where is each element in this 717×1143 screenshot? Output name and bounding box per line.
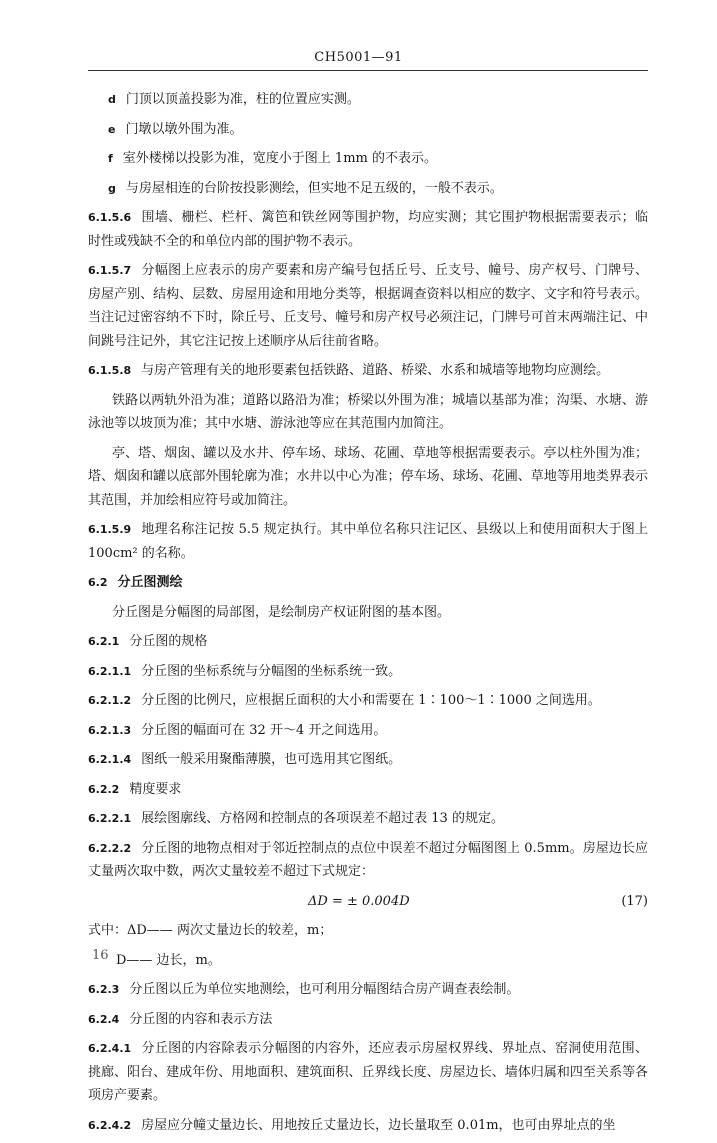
clause-text: 室外楼梯以投影为准，宽度小于图上 1mm 的不表示。: [122, 151, 437, 166]
paragraph: [88, 748, 648, 772]
clause-text: 分丘图的比例尺，应根据丘面积的大小和需要在 1∶100～1∶1000 之间选用。: [141, 693, 601, 708]
clause-text: 分丘图的内容除表示分幅图的内容外，还应表示房屋权界线、界址点、窑洞使用范围、挑廊、阳台、建成年份、用地面积、建筑面积、丘界线长度、房屋边长、墙体归属和四至关系等各项房产要素。: [88, 1041, 648, 1103]
paragraph: [88, 601, 648, 625]
clause-text: 分丘图测绘: [117, 575, 183, 590]
section-part-1: [88, 88, 648, 884]
running-header: CH5001—91: [314, 50, 403, 65]
formula-expression: ΔD = ± 0.004D: [308, 893, 410, 909]
clause-text: 铁路以两轨外沿为准；道路以路沿为准；桥梁以外围为准；城墙以基部为准；沟渠、水塘、游泳池等以坡顶为准；其中水塘、游泳池等应在其范围内加简注。: [88, 392, 648, 431]
clause-text: 分丘图的幅面可在 32 开～4 开之间选用。: [141, 722, 387, 738]
clause-text: 与房产管理有关的地形要素包括铁路、道路、桥梁、水系和城墙等地物均应测绘。: [141, 363, 610, 378]
clause-text: 精度要求: [129, 781, 182, 797]
clause-text: 分丘图的内容和表示方法: [129, 1011, 273, 1027]
clause-number: 6.1.5.6: [88, 211, 132, 224]
clause-text: 亭、塔、烟囱、罐以及水井、停车场、球场、花圃、草地等根据需要表示。亭以柱外围为准；塔、烟囱和罐以底部外围轮廓为准；水井以中心为准；停车场、球场、花圃、草地等用地类界表示其范围，并加绘相应符号或加简注。: [88, 445, 648, 508]
clause-number: 6.2.4: [88, 1012, 120, 1026]
clause-number: e: [108, 122, 116, 136]
clause-text: 展绘图廓线、方格网和控制点的各项误差不超过表 13 的规定。: [141, 811, 504, 826]
paragraph: [88, 206, 648, 253]
header-rule: [88, 70, 648, 71]
clause-text: 分丘图是分幅图的局部图，是绘制房产权证附图的基本图。: [112, 604, 451, 620]
clause-number: 6.2.1.3: [88, 723, 132, 737]
paragraph: [88, 978, 648, 1002]
paragraph: [88, 1114, 648, 1138]
clause-number: g: [108, 181, 116, 195]
paragraph: [88, 630, 648, 654]
section-heading: [88, 571, 648, 595]
clause-number: f: [108, 152, 113, 165]
page-number: 16: [92, 948, 109, 963]
formula-where-line-1: 式中：ΔD—— 两次丈量边长的较差，m；: [88, 923, 333, 938]
clause-text: 门墩以墩外围为准。: [125, 121, 243, 137]
paragraph: [88, 1037, 648, 1108]
clause-text: 分丘图的规格: [129, 634, 208, 649]
clause-number: 6.2.2: [88, 782, 120, 796]
section-part-2: [88, 978, 648, 1137]
paragraph: [88, 689, 648, 713]
paragraph: [88, 778, 648, 802]
clause-number: 6.2.1: [88, 635, 120, 648]
paragraph: [88, 518, 648, 565]
clause-text: 分丘图的地物点相对于邻近控制点的点位中误差不超过分幅图图上 0.5mm。房屋边长应丈量两次取中数，两次丈量较差不超过下式规定：: [88, 840, 648, 879]
clause-text: 地理名称注记按 5.5 规定执行。其中单位名称只注记区、县级以上和使用面积大于图上 100cm² 的名称。: [88, 522, 648, 561]
paragraph: [88, 442, 648, 513]
clause-number: 6.1.5.9: [88, 523, 132, 536]
clause-text: 围墙、栅栏、栏杆、篱笆和铁丝网等围护物，均应实测；其它围护物根据需要表示；临时性或残缺不全的和单位内部的围护物不表示。: [88, 210, 648, 249]
clause-number: 6.1.5.7: [88, 264, 132, 277]
clause-number: 6.1.5.8: [88, 364, 132, 377]
clause-text: 分幅图上应表示的房产要素和房产编号包括丘号、丘支号、幢号、房产权号、门牌号、房屋产别、结构、层数、房屋用途和用地分类等，根据调查资料以相应的数字、文字和符号表示。当注记过密容纳不下时，除丘号、丘支号、幢号和房产权号必须注记，门牌号可首末两端注记、中间跳号注记外，其它注记按上述顺序从后往前省略。: [88, 263, 648, 349]
clause-text: 分丘图以丘为单位实地测绘，也可利用分幅图结合房产调查表绘制。: [129, 982, 520, 997]
clause-number: 6.2.4.1: [88, 1042, 132, 1055]
paragraph: [88, 807, 648, 831]
formula-number: (17): [621, 893, 648, 909]
paragraph: [88, 118, 648, 142]
formula-where-line-2: D—— 边长，m。: [116, 952, 221, 968]
paragraph: [88, 359, 648, 383]
paragraph: [88, 259, 648, 353]
clause-number: 6.2.4.2: [88, 1118, 132, 1132]
paragraph: [88, 1008, 648, 1032]
clause-number: d: [108, 93, 116, 106]
paragraph: [88, 389, 648, 436]
clause-number: 6.2.1.1: [88, 664, 132, 678]
formula: [88, 890, 648, 914]
paragraph: [88, 177, 648, 201]
clause-text: 门顶以顶盖投影为准，柱的位置应实测。: [125, 92, 360, 107]
clause-text: 分丘图的坐标系统与分幅图的坐标系统一致。: [141, 663, 402, 679]
paragraph: [88, 837, 648, 884]
paragraph: [88, 147, 648, 171]
paragraph: [88, 660, 648, 684]
clause-number: 6.2.1.2: [88, 694, 132, 707]
document-body: [88, 88, 648, 1143]
clause-number: 6.2: [88, 576, 108, 589]
clause-number: 6.2.2.2: [88, 841, 132, 855]
clause-text: 房屋应分幢丈量边长、用地按丘丈量边长，边长量取至 0.01m，也可由界址点的坐: [141, 1117, 616, 1133]
clause-number: 6.2.2.1: [88, 812, 132, 825]
clause-text: 图纸一般采用聚酯薄膜，也可选用其它图纸。: [141, 752, 402, 767]
clause-number: 6.2.3: [88, 983, 120, 996]
clause-number: 6.2.1.4: [88, 753, 132, 766]
paragraph: [88, 719, 648, 743]
clause-text: 与房屋相连的台阶按投影测绘，但实地不足五级的，一般不表示。: [125, 180, 503, 196]
paragraph: [88, 88, 648, 112]
